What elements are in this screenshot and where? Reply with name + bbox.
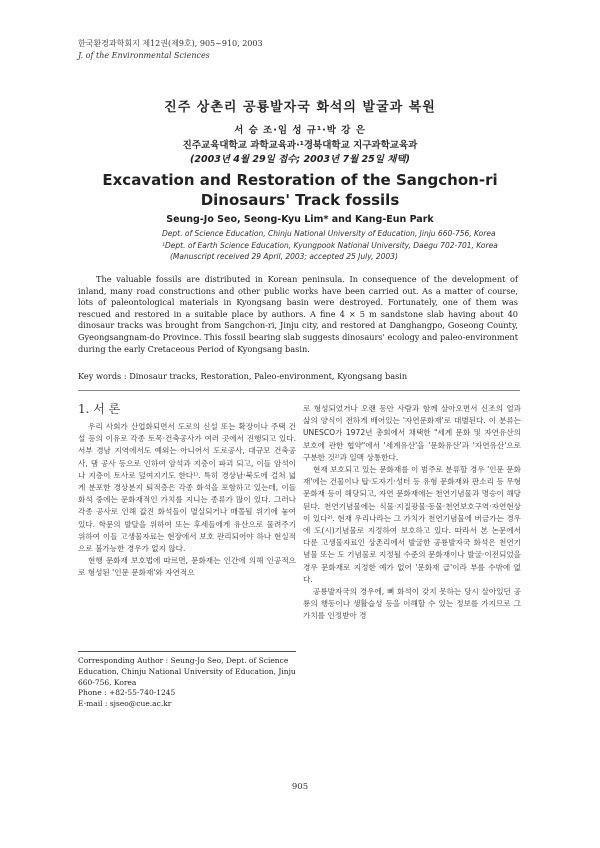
received-date-korean: (2003년 4월 29일 접수; 2003년 7월 25일 채택) [190, 154, 410, 165]
paragraph: 공룡발자국의 경우에, 뼈 화석이 갖지 못하는 당시 살아있던 공룡의 행동이나 생활습성 등을 이해할 수 있는 정보를 가지므로 그 가치를 인정받아 경 [303, 587, 521, 621]
footnote-divider [78, 651, 296, 652]
footnote-line: 660-756, Korea [78, 677, 137, 687]
footnote-line: Education, Chinju National University of Education, Jinju [78, 666, 296, 676]
title-korean: 진주 상촌리 공룡발자국 화석의 발굴과 복원 [164, 100, 436, 115]
paragraph: 로 형성되었거나 오랜 동안 사람과 함께 살아오면서 신조의 얼과 삶의 양식이 전하게 배어있는 '자연문화재'로 대별된다. 이 분류는 UNESCO가 1972년 총회에서 채택한 "세계 문화 및 자연유산의 보호에 관한 협약"에서 '세계유산'을 '문화유산'과 '자연유산'으로 구분한 것²⁾과 일맥 상통한다. [303, 404, 521, 462]
title-english [40, 170, 560, 210]
affiliation-english [162, 228, 498, 263]
paragraph: 현행 문화재 보호법에 따르면, 문화재는 인간에 의해 인공적으로 형성된 '인문 문화재'와 자연적으 [78, 556, 296, 578]
footnote-email: E-mail : sjseo@cue.ac.kr [78, 699, 172, 709]
journal-citation-korean: 한국환경과학회지 제12권(제9호), 905∼910, 2003 [78, 39, 263, 48]
received-date-english: (Manuscript received 29 April, 2003; accepted 25 July, 2003) [170, 252, 398, 261]
page-number: 905 [291, 782, 309, 792]
affiliation-line2: ¹Dept. of Earth Science Education, Kyungpook National University, Daegu 702-701, Korea [162, 240, 498, 250]
affiliation-line1: Dept. of Science Education, Chinju National University of Education, Jinju 660-756, Korea [162, 229, 496, 238]
paragraph: 현재 보호되고 있는 문화재를 이 범주로 분류할 경우 '인문 문화재'에는 건물이나 탑·도자기·성터 등 유형 문화재와 판소리 등 무형 문화재 등이 해당되고, 자연 문화재에는 천연기념물과 명승이 해당된다. 천연기념물에는 식물·지질광물·동물·천연보호구역·자연현상이 있다²⁾. 현재 우리나라는 그 가치가 천연기념물에 버금가는 경우에 도(시)기념물로 지정하여 보호하고 있다. 따라서 본 논문에서 다룬 고생물자료인 상촌리에서 발굴한 공룡발자국 화석은 천연기념물 또는 도 기념물로 지정될 수준의 문화재이나 발굴·이전되었을 경우 문화재로 지정한 예가 없어 '문화재 급'이라 부를 수밖에 없다. [303, 465, 521, 584]
section-divider [78, 390, 520, 391]
abstract-text: The valuable fossils are distributed in Korean peninsula. In consequence of the development of inland, many road constructions and other public works have been carried out. As a matter of course, lots of paleontological materials in Kyongsang basin were destroyed. Fortunately, one of them was rescued and restored in a suitable place by authors. A fine 4 × 5 m sandstone slab having about 40 dinosaur tracks was brought from Sangchon-ri, Jinju city, and restored at Danghangpo, Goseong County, Gyeongsangnam-do Province. This fossil bearing slab suggests dinosaurs' ecology and paleo-environment during the early Cretaceous Period of Kyongsang basin. [78, 274, 518, 354]
authors-korean: 서 승 조·임 성 규¹·박 강 은 [234, 125, 366, 136]
paragraph: 우리 사회가 산업화되면서 도로의 신설 또는 확장이나 주택 건설 등의 이유로 각종 토목·건축공사가 여러 곳에서 진행되고 있다. 서부 경남 지역에서도 예외는 아니어서 도로공사, 대규모 건축공사, 댐 공사 등으로 인하여 암석과 지층이 파괴 되고, 이들 암석이나 지층이 토사로 덮여지기도 한다¹⁾. 특히 경상남·북도에 걸쳐 넓게 분포한 경상분지 퇴적층은 각종 화석을 포함하고 있는데, 이들 화석 중에는 문화재적인 가치를 지니는 종류가 많이 있다. 그러나 각종 공사로 인해 값진 화석들이 멸실되거나 매몰될 위기에 놓여 있다. 학문의 발달을 위하여 또는 후세들에게 유산으로 물려주기 위하여 이들 고생물자료는 현장에서 보호 관리되어야 하나 현실적으로 불가능한 경우가 없지 않다. [78, 422, 296, 554]
corresponding-author-footnote [78, 656, 298, 710]
footnote-line: Corresponding Author : Seung-Jo Seo, Dept. of Science [78, 656, 289, 665]
section-heading: 1. 서 론 [78, 402, 121, 416]
journal-header [78, 38, 263, 62]
footnote-phone: Phone : +82-55-740-1245 [78, 688, 176, 698]
journal-name-english: J. of the Environmental Sciences [78, 51, 210, 60]
title-english-line2: Dinosaurs' Track fossils [200, 191, 400, 209]
authors-english: Seung-Jo Seo, Seong-Kyu Lim* and Kang-Eun Park [166, 214, 434, 225]
body-column-left [78, 403, 296, 580]
affiliation-korean: 진주교육대학교 과학교육과·¹경북대학교 지구과학교육과 [182, 140, 418, 151]
title-english-line1: Excavation and Restoration of the Sangchon-ri [102, 171, 498, 189]
keywords: Key words : Dinosaur tracks, Restoration, Paleo-environment, Kyongsang basin [78, 371, 408, 381]
body-column-right [303, 403, 521, 623]
